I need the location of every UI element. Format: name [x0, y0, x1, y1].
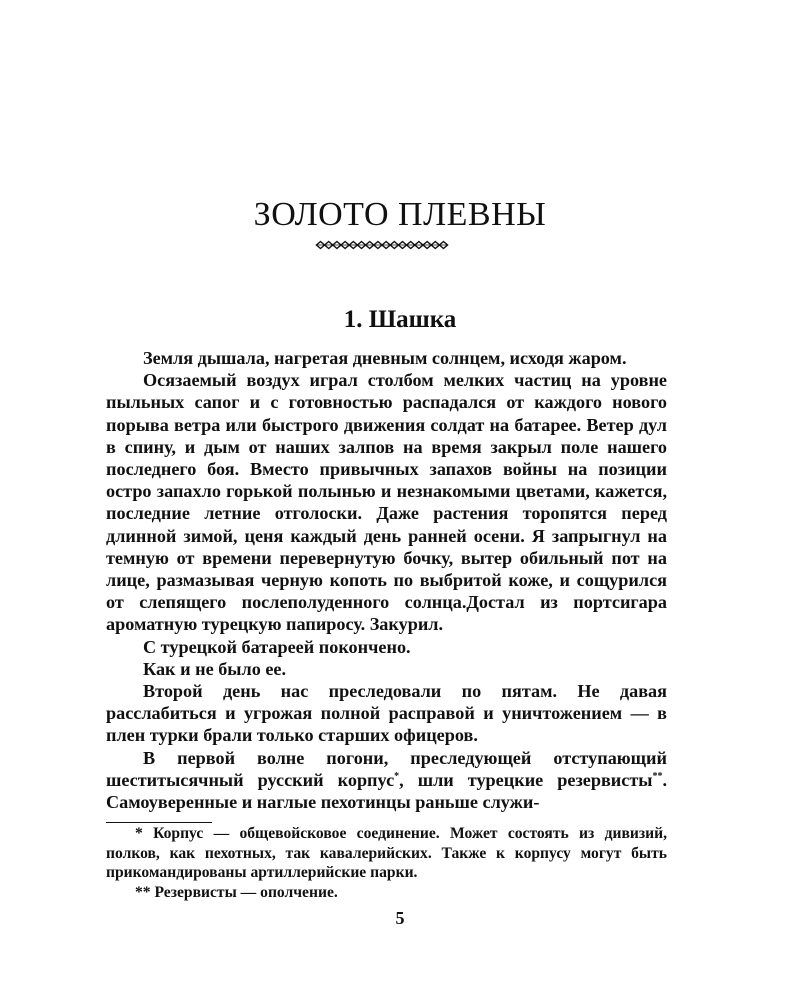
page-number: 5 — [395, 908, 405, 928]
paragraph-text: . Самоуверенные и наглые пехотинцы раньше служи- — [106, 769, 668, 813]
footnote-divider — [106, 822, 212, 823]
paragraph-with-footnote-marks — [106, 747, 667, 814]
chapter-heading: 1. Шашка — [343, 306, 457, 333]
title-ornament — [315, 237, 449, 253]
footnotes — [106, 824, 667, 902]
footnote-mark: * — [394, 770, 400, 782]
paragraph-text: В первой волне погони, преследующей отступающий шеститысячный русский корпус — [106, 747, 667, 790]
paragraph: Как и не было ее. — [143, 658, 287, 679]
paragraph: Осязаемый воздух играл столбом мелких частиц на уровне пыльных сапог и с готовностью распадался от каждого нового порыва ветра или быстрого движения солдат на батарее. Ветер дул в спину, и дым от наших залпов на время закрыл поле нашего последнего боя. Вместо привычных запахов войны на позиции остро запахло горькой полынью и незнакомыми цветами, кажется, последние летние отголоски. Даже растения торопятся перед длинной зимой, ценя каждый день ранней осени. Я запрыгнул на темную от времени перевернутую бочку, вытер обильный пот на лице, размазывая черную копоть по выбритой коже, и сощурился от слепящего послеполуденного солнца.Достал из портсигара ароматную турецкую папиросу. Закурил. — [106, 370, 667, 635]
paragraph-text: , шли турецкие резервисты — [399, 769, 653, 790]
paragraph: Земля дышала, нагретая дневным солнцем, исходя жаром. — [143, 348, 627, 368]
paragraph: Второй день нас преследовали по пятам. Не давая расслабиться и угрожая полной расправой и уничтожением — в плен турки брали только старших офицеров. — [106, 681, 667, 746]
book-title: ЗОЛОТО ПЛЕВНЫ — [253, 196, 547, 233]
main-text — [106, 347, 667, 813]
footnote: * Корпус — общевойсковое соединение. Может состоять из дивизий, полков, как пехотных, так кавалерийских. Также к корпусу могут быть прикомандированы артиллерийские парки. — [106, 825, 667, 882]
paragraph: С турецкой батареей покончено. — [143, 636, 411, 657]
footnote-mark: ** — [652, 770, 663, 782]
footnote: ** Резервисты — ополчение. — [135, 883, 338, 901]
